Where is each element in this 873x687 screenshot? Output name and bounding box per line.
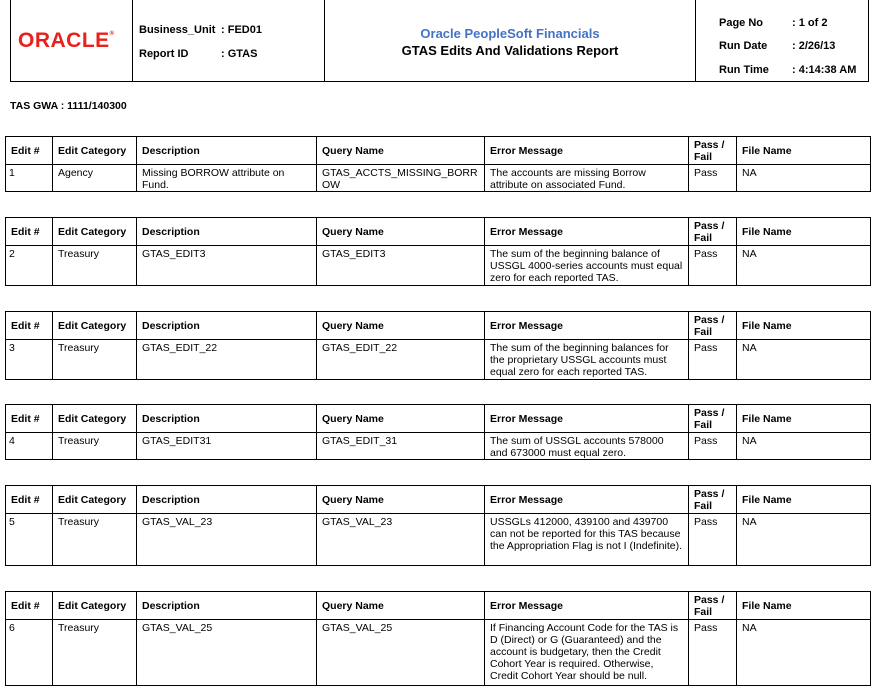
edit-category-header: Edit Category bbox=[53, 218, 137, 246]
edit-num-cell: 5 bbox=[6, 514, 53, 566]
error-message-header: Error Message bbox=[485, 137, 689, 165]
pass-fail-header: Pass / Fail bbox=[689, 592, 737, 620]
file-name-header: File Name bbox=[737, 218, 871, 246]
query-name-cell: GTAS_VAL_25 bbox=[317, 620, 485, 686]
pass-fail-cell: Pass bbox=[689, 514, 737, 566]
edit-num-header: Edit # bbox=[6, 312, 53, 340]
table-row bbox=[6, 433, 871, 460]
error-message-header: Error Message bbox=[485, 312, 689, 340]
query-name-header: Query Name bbox=[317, 486, 485, 514]
pass-fail-header: Pass / Fail bbox=[689, 137, 737, 165]
query-name-cell: GTAS_EDIT3 bbox=[317, 246, 485, 286]
table-header-row bbox=[6, 486, 871, 514]
header-divider bbox=[132, 0, 133, 81]
description-cell: GTAS_EDIT_22 bbox=[137, 340, 317, 380]
description-cell: GTAS_EDIT3 bbox=[137, 246, 317, 286]
pass-fail-cell: Pass bbox=[689, 620, 737, 686]
edit-num-cell: 1 bbox=[6, 165, 53, 192]
edit-num-header: Edit # bbox=[6, 137, 53, 165]
table-row bbox=[6, 620, 871, 686]
page-no-label: Page No bbox=[719, 17, 764, 29]
pass-fail-cell: Pass bbox=[689, 433, 737, 460]
description-header: Description bbox=[137, 137, 317, 165]
description-header: Description bbox=[137, 405, 317, 433]
description-cell: Missing BORROW attribute on Fund. bbox=[137, 165, 317, 192]
query-name-header: Query Name bbox=[317, 592, 485, 620]
table-header-row bbox=[6, 312, 871, 340]
edit-category-header: Edit Category bbox=[53, 137, 137, 165]
tas-gwa: TAS GWA : 1111/140300 bbox=[10, 100, 127, 112]
file-name-header: File Name bbox=[737, 137, 871, 165]
error-message-header: Error Message bbox=[485, 486, 689, 514]
pass-fail-cell: Pass bbox=[689, 340, 737, 380]
report-id-label: Report ID bbox=[139, 48, 189, 60]
pass-fail-cell: Pass bbox=[689, 246, 737, 286]
description-header: Description bbox=[137, 592, 317, 620]
edit-num-header: Edit # bbox=[6, 218, 53, 246]
file-name-header: File Name bbox=[737, 405, 871, 433]
description-header: Description bbox=[137, 312, 317, 340]
edit-num-cell: 6 bbox=[6, 620, 53, 686]
error-message-cell: The sum of USSGL accounts 578000 and 673000 must equal zero. bbox=[485, 433, 689, 460]
error-message-cell: If Financing Account Code for the TAS is D (Direct) or G (Guaranteed) and the account is budgetary, then the Credit Cohort Year is required. Otherwise, Credit Cohort Year should be null. bbox=[485, 620, 689, 686]
file-name-cell: NA bbox=[737, 340, 871, 380]
query-name-cell: GTAS_VAL_23 bbox=[317, 514, 485, 566]
edit-category-cell: Treasury bbox=[53, 246, 137, 286]
error-message-cell: USSGLs 412000, 439100 and 439700 can not be reported for this TAS because the Appropriation Flag is not I (Indefinite). bbox=[485, 514, 689, 566]
error-message-cell: The sum of the beginning balances for the proprietary USSGL accounts must equal zero for each reported TAS. bbox=[485, 340, 689, 380]
description-cell: GTAS_VAL_25 bbox=[137, 620, 317, 686]
error-message-header: Error Message bbox=[485, 218, 689, 246]
run-date-label: Run Date bbox=[719, 40, 768, 52]
edit-table bbox=[5, 217, 871, 286]
edit-num-cell: 2 bbox=[6, 246, 53, 286]
table-row bbox=[6, 340, 871, 380]
edit-num-header: Edit # bbox=[6, 592, 53, 620]
edit-num-header: Edit # bbox=[6, 486, 53, 514]
edit-table bbox=[5, 591, 871, 686]
table-header-row bbox=[6, 592, 871, 620]
edit-table bbox=[5, 136, 871, 192]
error-message-header: Error Message bbox=[485, 592, 689, 620]
edit-category-cell: Treasury bbox=[53, 514, 137, 566]
edit-category-header: Edit Category bbox=[53, 486, 137, 514]
file-name-cell: NA bbox=[737, 165, 871, 192]
report-header bbox=[10, 0, 869, 82]
edit-table bbox=[5, 404, 871, 460]
header-divider bbox=[695, 0, 696, 81]
table-header-row bbox=[6, 405, 871, 433]
edit-category-header: Edit Category bbox=[53, 592, 137, 620]
query-name-cell: GTAS_EDIT_22 bbox=[317, 340, 485, 380]
table-row bbox=[6, 246, 871, 286]
query-name-header: Query Name bbox=[317, 405, 485, 433]
pass-fail-header: Pass / Fail bbox=[689, 405, 737, 433]
query-name-header: Query Name bbox=[317, 137, 485, 165]
edit-num-cell: 3 bbox=[6, 340, 53, 380]
page-no-value: : 1 of 2 bbox=[792, 17, 828, 29]
pass-fail-header: Pass / Fail bbox=[689, 486, 737, 514]
pass-fail-header: Pass / Fail bbox=[689, 312, 737, 340]
file-name-cell: NA bbox=[737, 433, 871, 460]
error-message-cell: The accounts are missing Borrow attribute on associated Fund. bbox=[485, 165, 689, 192]
description-header: Description bbox=[137, 486, 317, 514]
edit-num-cell: 4 bbox=[6, 433, 53, 460]
query-name-cell: GTAS_EDIT_31 bbox=[317, 433, 485, 460]
file-name-header: File Name bbox=[737, 486, 871, 514]
pass-fail-header: Pass / Fail bbox=[689, 218, 737, 246]
edit-category-header: Edit Category bbox=[53, 405, 137, 433]
report-id-value: : GTAS bbox=[221, 48, 258, 60]
query-name-cell: GTAS_ACCTS_MISSING_BORROW bbox=[317, 165, 485, 192]
run-time-value: : 4:14:38 AM bbox=[792, 64, 857, 76]
run-time-label: Run Time bbox=[719, 64, 769, 76]
description-header: Description bbox=[137, 218, 317, 246]
description-cell: GTAS_EDIT31 bbox=[137, 433, 317, 460]
report-title: GTAS Edits And Validations Report bbox=[401, 43, 619, 58]
table-row bbox=[6, 165, 871, 192]
description-cell: GTAS_VAL_23 bbox=[137, 514, 317, 566]
file-name-cell: NA bbox=[737, 514, 871, 566]
edit-category-cell: Agency bbox=[53, 165, 137, 192]
query-name-header: Query Name bbox=[317, 218, 485, 246]
file-name-header: File Name bbox=[737, 592, 871, 620]
edit-table bbox=[5, 311, 871, 380]
error-message-cell: The sum of the beginning balance of USSGL 4000-series accounts must equal zero for each reported TAS. bbox=[485, 246, 689, 286]
query-name-header: Query Name bbox=[317, 312, 485, 340]
table-header-row bbox=[6, 218, 871, 246]
edit-category-header: Edit Category bbox=[53, 312, 137, 340]
run-date-value: : 2/26/13 bbox=[792, 40, 836, 52]
table-header-row bbox=[6, 137, 871, 165]
edit-category-cell: Treasury bbox=[53, 340, 137, 380]
edit-category-cell: Treasury bbox=[53, 433, 137, 460]
edit-num-header: Edit # bbox=[6, 405, 53, 433]
pass-fail-cell: Pass bbox=[689, 165, 737, 192]
business-unit-label: Business_Unit bbox=[139, 24, 216, 36]
table-row bbox=[6, 514, 871, 566]
edit-category-cell: Treasury bbox=[53, 620, 137, 686]
error-message-header: Error Message bbox=[485, 405, 689, 433]
company-name: Oracle PeopleSoft Financials bbox=[420, 26, 600, 41]
file-name-cell: NA bbox=[737, 620, 871, 686]
edit-table bbox=[5, 485, 871, 566]
file-name-cell: NA bbox=[737, 246, 871, 286]
file-name-header: File Name bbox=[737, 312, 871, 340]
business-unit-value: : FED01 bbox=[221, 24, 262, 36]
oracle-logo: ORACLE® bbox=[18, 29, 115, 52]
